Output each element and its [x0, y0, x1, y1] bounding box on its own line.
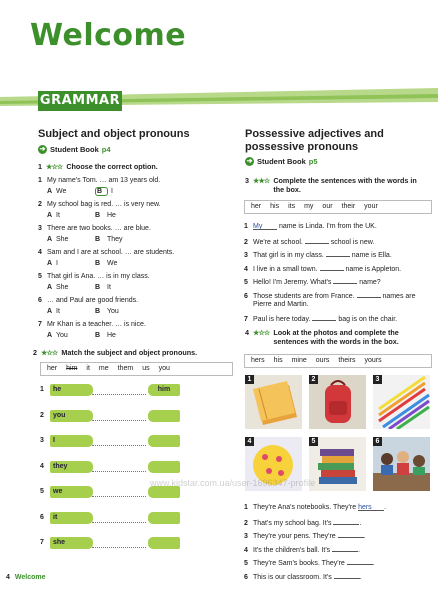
- sentence-item: [244, 503, 434, 512]
- answer-line: [92, 412, 146, 421]
- box-word: yours: [364, 357, 382, 364]
- instruction-text: Choose the correct option.: [66, 162, 158, 171]
- object-pronoun-card[interactable]: him: [148, 384, 180, 396]
- option-b[interactable]: [95, 187, 113, 196]
- instruction-text: Complete the sentences with the words in the box.: [273, 176, 417, 194]
- answer-line: [92, 539, 146, 548]
- option-letter: B: [95, 236, 101, 243]
- question-number: 5: [38, 273, 42, 280]
- answer-blank[interactable]: [312, 313, 336, 321]
- sentence-text: They're Sam's books. They're: [253, 560, 347, 567]
- page-number: 4: [6, 574, 10, 581]
- question-number: 2: [38, 201, 42, 208]
- student-book-page: p4: [101, 145, 111, 154]
- question-number: 4: [38, 249, 42, 256]
- sentence-item: [244, 222, 434, 231]
- option-letter: B: [95, 284, 101, 291]
- footer-label: Welcome: [14, 574, 46, 581]
- photo-4: 4: [245, 437, 302, 491]
- student-book-label: Student Book: [50, 145, 99, 154]
- exercise-number: 3: [245, 176, 249, 185]
- box-word: us: [142, 365, 150, 372]
- sentence-end: .: [384, 504, 387, 511]
- sentence-item: [244, 571, 434, 582]
- question-number: 3: [38, 225, 42, 232]
- sentence-text: name is Linda. I'm from the UK.: [277, 223, 377, 230]
- option-text: We: [107, 260, 118, 267]
- box-word: your: [364, 203, 378, 210]
- question-text: There are two books. … are blue.: [47, 225, 151, 232]
- option-text: She: [56, 284, 69, 291]
- answer-blank[interactable]: [333, 517, 362, 527]
- answer-blank[interactable]: [320, 263, 344, 271]
- option-b[interactable]: [95, 283, 111, 292]
- box-word: you: [158, 365, 170, 372]
- answer-line: [92, 437, 146, 446]
- question-item: [38, 248, 174, 257]
- sentence-item: [244, 530, 434, 541]
- sentence-text: Those students are from France.: [253, 292, 357, 300]
- subject-object-heading: Subject and object pronouns: [38, 128, 190, 140]
- sentence-number: 4: [244, 265, 248, 273]
- subject-pronoun-card: he: [50, 384, 93, 396]
- question-text: … and Paul are good friends.: [47, 297, 139, 304]
- option-text: They: [107, 236, 123, 243]
- question-number: 6: [38, 297, 42, 304]
- question-number: 7: [38, 321, 42, 328]
- object-pronoun-card[interactable]: [148, 461, 180, 473]
- subject-pronoun-card: I: [50, 435, 93, 447]
- sentence-item: [244, 544, 434, 555]
- option-text: You: [56, 332, 68, 339]
- sentence-text: name is Ella.: [349, 252, 392, 259]
- answer-line: [92, 514, 146, 523]
- sentence-text: school is new.: [328, 238, 375, 246]
- object-pronoun-card[interactable]: [148, 537, 180, 549]
- option-text: I: [56, 260, 58, 267]
- sentence-number: 6: [244, 292, 248, 300]
- instruction-text: Match the subject and object pronouns.: [61, 348, 198, 357]
- object-pronoun-card[interactable]: [148, 410, 180, 422]
- option-b[interactable]: [95, 235, 123, 244]
- exercise-number: 4: [245, 328, 249, 337]
- box-word: its: [288, 203, 296, 210]
- row-number: 1: [40, 386, 44, 393]
- answer-line: [92, 463, 146, 472]
- option-text: It: [56, 212, 60, 219]
- answer-blank[interactable]: [334, 571, 360, 579]
- box-word: them: [117, 365, 134, 372]
- difficulty-stars-icon: ★☆☆: [41, 348, 58, 357]
- option-b[interactable]: [95, 331, 116, 340]
- option-b[interactable]: [95, 259, 117, 268]
- option-letter: A: [47, 332, 53, 339]
- difficulty-stars-icon: ★☆☆: [46, 162, 63, 171]
- object-pronoun-card[interactable]: [148, 435, 180, 447]
- option-letter: A: [47, 188, 53, 195]
- option-text: I: [111, 188, 113, 195]
- option-letter: A: [47, 236, 53, 243]
- option-text: It: [107, 284, 111, 291]
- page-footer: [6, 574, 46, 581]
- question-text: My name's Tom. … am 13 years old.: [47, 177, 161, 184]
- sentence-end: .: [359, 519, 362, 527]
- sentence-item: [244, 249, 434, 260]
- photo-5: 5: [309, 437, 366, 491]
- question-text: Sam and I are at school. … are students.: [47, 249, 175, 256]
- student-book-label: Student Book: [257, 157, 306, 166]
- option-a[interactable]: [47, 331, 68, 340]
- object-pronoun-card[interactable]: [148, 512, 180, 524]
- possessive-heading: Possessive adjectives and possessive pronouns: [245, 128, 384, 153]
- sentence-item: [244, 517, 434, 528]
- sentence-number: 2: [244, 519, 248, 527]
- row-number: 5: [40, 488, 44, 495]
- option-letter: A: [47, 284, 53, 291]
- sentence-item: [244, 236, 434, 247]
- sentence-number: 6: [244, 573, 248, 581]
- box-word: his: [273, 357, 283, 364]
- box-word: hers: [251, 357, 265, 364]
- option-a[interactable]: [47, 211, 60, 220]
- option-a[interactable]: [47, 187, 66, 196]
- option-letter: B: [95, 212, 101, 219]
- box-word: me: [98, 365, 109, 372]
- sentence-end: .: [363, 533, 366, 540]
- question-item: [38, 272, 150, 281]
- sentence-text: It's the children's ball. It's: [253, 546, 333, 554]
- subject-pronoun-card: we: [50, 486, 93, 498]
- sentence-text: We're at school.: [253, 238, 305, 246]
- sentence-number: 4: [244, 546, 248, 554]
- box-word: his: [270, 203, 280, 210]
- arrow-icon: ➔: [39, 146, 46, 153]
- option-text: He: [107, 332, 116, 339]
- option-b[interactable]: [95, 211, 116, 220]
- option-a[interactable]: [47, 259, 58, 268]
- sentence-end: .: [359, 573, 362, 581]
- box-word: ours: [315, 357, 330, 364]
- option-letter: B: [95, 332, 101, 339]
- sentence-item: [244, 313, 434, 324]
- box-word: it: [86, 365, 90, 372]
- page-title: Welcome: [30, 18, 187, 53]
- sentence-text: I live in a small town.: [253, 265, 320, 273]
- box-word: their: [341, 203, 356, 210]
- option-letter: B: [95, 308, 101, 315]
- grammar-label: GRAMMAR: [38, 91, 122, 111]
- answer-blank[interactable]: [333, 276, 357, 284]
- answer-line: [92, 386, 146, 395]
- sentence-text: name?: [357, 279, 381, 286]
- sentence-item: [244, 300, 434, 309]
- answer-blank[interactable]: [305, 236, 329, 244]
- sentence-end: .: [358, 546, 361, 554]
- sentence-text: name is Appleton.: [343, 265, 402, 273]
- row-number: 6: [40, 513, 44, 521]
- question-item: [38, 224, 151, 233]
- circled-answer: B: [95, 187, 108, 196]
- row-number: 4: [40, 462, 44, 470]
- question-number: 1: [38, 177, 42, 184]
- difficulty-stars-icon: ★☆☆: [253, 328, 270, 337]
- box-word: her: [251, 203, 262, 210]
- sentence-number: 3: [244, 533, 248, 540]
- subject-pronoun-card: she: [50, 537, 93, 549]
- option-letter: B: [95, 260, 101, 267]
- sentence-text: Pierre and Martin.: [253, 300, 309, 308]
- option-a[interactable]: [47, 235, 68, 244]
- answer-blank[interactable]: [326, 249, 350, 257]
- question-item: [38, 296, 138, 305]
- sentence-text: bag is on the chair.: [336, 315, 398, 323]
- sentence-text: They're your pens. They're: [253, 533, 338, 540]
- question-text: That girl is Ana. … is in my class.: [47, 273, 150, 280]
- option-letter: A: [47, 308, 53, 315]
- instruction-text: Look at the photos and complete the sentences with the words in the box.: [273, 328, 399, 346]
- row-number: 2: [40, 411, 44, 419]
- box-word: mine: [291, 357, 307, 364]
- option-a[interactable]: [47, 307, 60, 316]
- watermark: www.kidstar.com.ua/user-1696347-profile: [150, 478, 316, 488]
- box-word: him: [66, 365, 78, 372]
- sentence-text: names are: [380, 292, 416, 300]
- subject-pronoun-card: you: [50, 410, 93, 422]
- sentence-number: 5: [244, 560, 248, 567]
- word-box: [244, 354, 432, 368]
- exercise-number: 1: [38, 162, 42, 171]
- sentence-number: 5: [244, 279, 248, 286]
- question-item: [38, 200, 161, 209]
- box-word: theirs: [338, 357, 356, 364]
- arrow-icon: ➔: [246, 158, 253, 165]
- photo-1: 1: [245, 375, 302, 429]
- exercise-4-instruction: [245, 328, 435, 346]
- answer-blank[interactable]: [357, 290, 381, 298]
- row-number: 3: [40, 437, 44, 444]
- exercise-number: 2: [33, 348, 37, 357]
- photo-3: 3: [373, 375, 430, 429]
- word-box: [40, 362, 233, 376]
- option-b[interactable]: [95, 307, 119, 316]
- answer-blank[interactable]: hers: [358, 503, 384, 511]
- sentence-number: 1: [244, 223, 248, 230]
- sentence-text: Paul is here today.: [253, 315, 313, 323]
- option-a[interactable]: [47, 283, 68, 292]
- sentence-text: That's my school bag. It's: [253, 519, 334, 527]
- subject-pronoun-card: it: [50, 512, 93, 524]
- sentence-text: That girl is in my class.: [253, 252, 326, 259]
- option-letter: A: [47, 260, 53, 267]
- difficulty-stars-icon: ★★☆: [253, 176, 270, 185]
- answer-blank[interactable]: [338, 530, 364, 538]
- box-word: her: [47, 365, 58, 372]
- question-text: My school bag is red. … is very new.: [47, 201, 161, 208]
- answer-blank[interactable]: My: [253, 222, 277, 230]
- option-text: It: [56, 308, 60, 315]
- sentence-item: [244, 263, 434, 274]
- photo-2: 2: [309, 375, 366, 429]
- option-text: He: [107, 212, 116, 219]
- word-box: [244, 200, 432, 214]
- sentence-text: They're Ana's notebooks. They're: [253, 504, 359, 511]
- exercise-2-instruction: [33, 348, 197, 357]
- student-book-page: p5: [308, 157, 318, 166]
- row-number: 7: [40, 539, 44, 546]
- box-word: my: [304, 203, 314, 210]
- student-book-ref-left: [38, 145, 111, 154]
- sentence-number: 2: [244, 238, 248, 246]
- sentence-text: This is our classroom. It's: [253, 573, 334, 581]
- box-word: our: [322, 203, 333, 210]
- exercise-1-instruction: [38, 162, 158, 171]
- photo-6: 6: [373, 437, 430, 491]
- answer-blank[interactable]: [332, 544, 361, 554]
- sentence-end: .: [372, 560, 375, 567]
- sentence-number: 7: [244, 315, 248, 323]
- option-text: You: [107, 308, 119, 315]
- sentence-number: 3: [244, 252, 248, 259]
- exercise-3-instruction: [245, 176, 433, 194]
- sentence-item: [244, 276, 434, 287]
- sentence-number: 1: [244, 504, 248, 511]
- student-book-ref-right: [245, 157, 318, 166]
- option-text: We: [56, 188, 67, 195]
- option-text: She: [56, 236, 69, 243]
- answer-blank[interactable]: [347, 557, 373, 565]
- subject-pronoun-card: they: [50, 461, 93, 473]
- sentence-text: Hello! I'm Jeremy. What's: [253, 279, 334, 286]
- question-item: [38, 176, 160, 185]
- question-text: Mr Khan is a teacher. … is nice.: [47, 321, 146, 328]
- sentence-item: [244, 557, 434, 568]
- question-item: [38, 320, 146, 329]
- answer-line: [92, 488, 146, 497]
- option-letter: A: [47, 212, 53, 219]
